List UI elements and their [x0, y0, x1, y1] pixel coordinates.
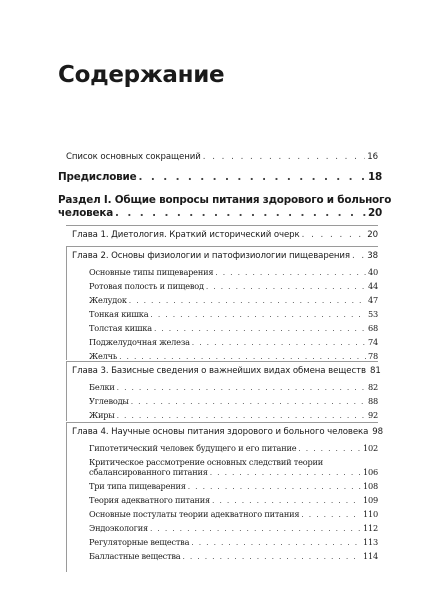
toc-entry-label: Глава 2. Основы физиологии и патофизиологии пищеварения [72, 251, 350, 261]
toc-subentry-page: 88 [367, 396, 378, 406]
dot-leader [192, 338, 366, 347]
dot-leader [191, 538, 361, 547]
toc-subentry-page: 106 [362, 467, 378, 477]
dot-leader [298, 444, 361, 453]
toc-subentry[interactable] [89, 281, 378, 291]
toc-entry-page: 38 [367, 251, 378, 261]
toc-subentry-label: Основные постулаты теории адекватного питания [89, 509, 300, 519]
toc-entry-preface[interactable] [58, 171, 382, 183]
toc-subentry-label-line1: Критическое рассмотрение основных следствий теории [89, 457, 324, 467]
toc-subentry-page: 109 [362, 495, 378, 505]
toc-entry-page: 18 [367, 171, 382, 183]
toc-subentry-label: Толстая кишка [89, 323, 152, 333]
dot-leader [117, 411, 366, 420]
toc-subentry-page: 47 [367, 295, 378, 305]
toc-subentry-page: 44 [367, 281, 378, 291]
toc-subentry-page: 40 [367, 267, 378, 277]
toc-subentry[interactable] [89, 467, 378, 477]
chapter-bracket [66, 246, 67, 360]
toc-subentry[interactable] [89, 443, 378, 453]
toc-subentry-label: Ротовая полость и пищевод [89, 281, 204, 291]
toc-subentry-label: Жиры [89, 410, 115, 420]
dot-leader [119, 352, 366, 361]
toc-entry-chapter-4[interactable] [72, 427, 384, 437]
dot-leader [150, 524, 361, 533]
toc-entry-abbreviations[interactable] [66, 152, 378, 162]
dot-leader [215, 268, 366, 277]
toc-entry-page: 20 [367, 230, 378, 240]
toc-subentry[interactable] [89, 523, 378, 533]
toc-subentry-page: 74 [367, 337, 378, 347]
toc-entry-page: 81 [369, 366, 381, 376]
toc-subentry-label: Желчь [89, 351, 118, 361]
toc-subentry[interactable] [89, 537, 378, 547]
toc-subentry[interactable] [89, 323, 378, 333]
toc-entry-page: 16 [367, 152, 378, 162]
toc-subentry-label: Поджелудочная железа [89, 337, 190, 347]
chapter-bracket [66, 361, 67, 421]
toc-subentry[interactable] [89, 337, 378, 347]
toc-subentry-label: Тонкая кишка [89, 309, 149, 319]
toc-subentry-page: 110 [362, 509, 378, 519]
toc-subentry[interactable] [89, 351, 378, 361]
chapter-separator [66, 422, 378, 423]
toc-entry-chapter-3[interactable] [72, 366, 381, 376]
toc-subentry-page: 92 [367, 410, 378, 420]
toc-subentry[interactable] [89, 551, 378, 561]
chapter-separator [66, 246, 378, 247]
toc-subentry-page: 68 [367, 323, 378, 333]
toc-entry-section-1[interactable] [58, 207, 382, 219]
toc-entry-label: Список основных сокращений [66, 152, 201, 162]
toc-subentry[interactable] [89, 309, 378, 319]
toc-subentry-page: 102 [362, 443, 378, 453]
toc-subentry-label: Три типа пищеварения [89, 481, 186, 491]
toc-subentry-page: 113 [362, 537, 378, 547]
dot-leader [188, 482, 361, 491]
toc-entry-label: Глава 1. Диетология. Краткий исторический очерк [72, 230, 300, 240]
toc-entry-chapter-1[interactable] [72, 230, 378, 240]
dot-leader [210, 468, 361, 477]
dot-leader [206, 282, 366, 291]
toc-subentry[interactable] [89, 267, 378, 277]
toc-subentry-page: 114 [362, 551, 378, 561]
toc-subentry-label: Углеводы [89, 396, 129, 406]
toc-entry-page: 20 [367, 207, 382, 219]
toc-subentry[interactable] [89, 509, 378, 519]
toc-subentry-page: 108 [362, 481, 378, 491]
toc-subentry-label: Балластные вещества [89, 551, 181, 561]
chapter-separator [66, 225, 378, 226]
dot-leader [138, 171, 365, 183]
toc-subentry[interactable] [89, 396, 378, 406]
toc-subentry-label: Основные типы пищеварения [89, 267, 214, 277]
dot-leader [301, 510, 361, 519]
dot-leader [302, 230, 366, 240]
toc-subentry-label: Теория адекватного питания [89, 495, 211, 505]
toc-subentry[interactable] [89, 481, 378, 491]
section-1-title-line1: Раздел I. Общие вопросы питания здорового и больного [58, 194, 392, 206]
toc-subentry[interactable] [89, 410, 378, 420]
toc-entry-page: 98 [372, 427, 384, 437]
chapter-separator [66, 361, 378, 362]
toc-subentry-page: 112 [362, 523, 378, 533]
toc-subentry-label: Эндоэкология [89, 523, 148, 533]
dot-leader [154, 324, 366, 333]
dot-leader [150, 310, 366, 319]
toc-subentry-label: Регуляторные вещества [89, 537, 190, 547]
toc-subentry-label: Желудок [89, 295, 127, 305]
toc-subentry-label: Белки [89, 382, 115, 392]
toc-subentry-page: 78 [367, 351, 378, 361]
toc-subentry-label: Гипотетический человек будущего и его питание [89, 443, 297, 453]
dot-leader [212, 496, 361, 505]
toc-subentry[interactable] [89, 295, 378, 305]
toc-entry-label: человека [58, 207, 114, 219]
toc-subentry[interactable] [89, 382, 378, 392]
toc-entry-label: Предисловие [58, 171, 137, 183]
page-title: Содержание [58, 62, 225, 88]
dot-leader [352, 251, 365, 261]
dot-leader [115, 207, 366, 219]
toc-entry-label: Глава 3. Базисные сведения о важнейших видах обмена веществ [72, 366, 366, 376]
dot-leader [182, 552, 361, 561]
dot-leader [117, 383, 366, 392]
toc-entry-label: Глава 4. Научные основы питания здорового и больного человека [72, 427, 369, 437]
dot-leader [131, 397, 366, 406]
toc-subentry-page: 82 [367, 382, 378, 392]
toc-subentry-label: сбалансированного питания [89, 467, 208, 477]
toc-subentry[interactable] [89, 495, 378, 505]
dot-leader [129, 296, 366, 305]
chapter-bracket [66, 422, 67, 572]
toc-subentry-page: 53 [367, 309, 378, 319]
toc-entry-chapter-2[interactable] [72, 251, 378, 261]
dot-leader [203, 152, 366, 162]
